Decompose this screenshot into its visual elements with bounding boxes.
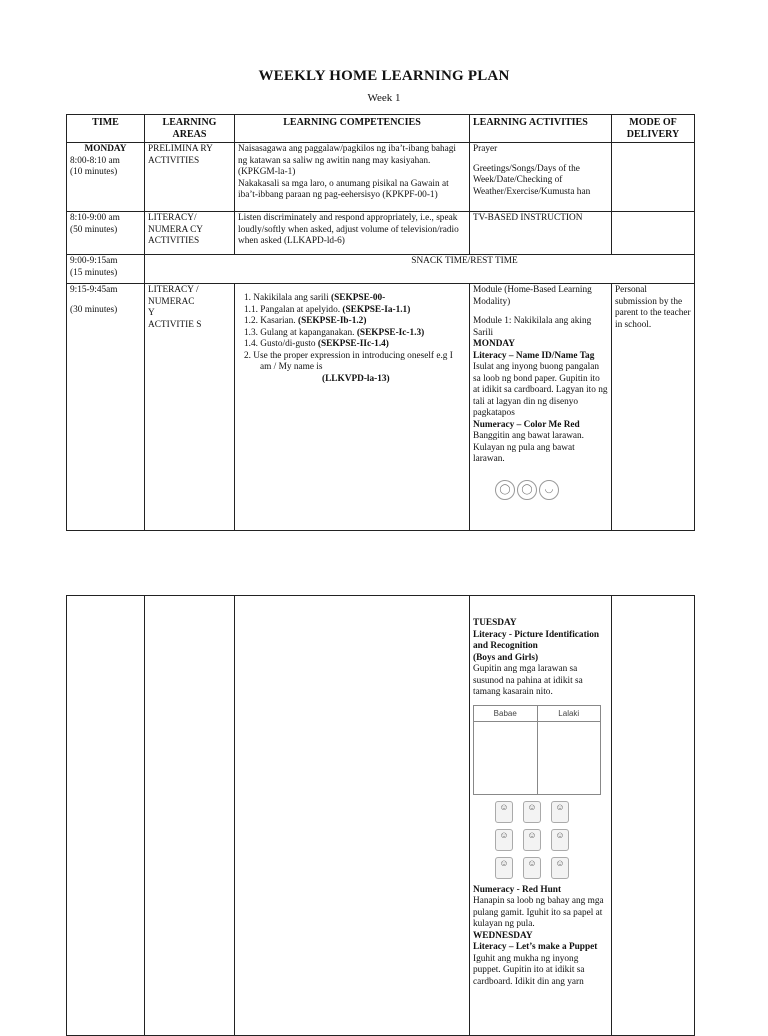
gender-sorting-chart: [473, 705, 601, 795]
activity-text: Module 1: Nakikilala ang aking Sarili: [473, 316, 592, 338]
area-cell: [145, 596, 235, 1036]
activity-subheading: (Boys and Girls): [473, 652, 539, 663]
day-label: MONDAY: [473, 339, 516, 349]
time-cell: [67, 284, 145, 531]
child-image: ☺: [523, 829, 541, 851]
table-row: [67, 596, 695, 1036]
day-label: MONDAY: [84, 144, 127, 154]
area-text: LITERACY / NUMERAC Y ACTIVITIE S: [148, 285, 202, 330]
activity-text: Banggitin ang bawat larawan. Kulayan ng pula ang bawat larawan.: [473, 431, 585, 464]
apple-image: ◯: [495, 480, 515, 500]
competency-cell: Listen discriminately and respond appropriately, i.e., speak loudly/softly when asked, adjust volume of television/radio when asked (LLKAPD-ld-6): [235, 212, 470, 255]
competency-cell: [235, 284, 470, 531]
time-cell: [67, 255, 145, 284]
child-image: ☺: [551, 857, 569, 879]
time-range: 9:15-9:45am: [70, 285, 118, 295]
duration: (50 minutes): [70, 224, 118, 235]
delivery-cell: [612, 596, 695, 1036]
table-row: [67, 284, 695, 531]
table-row: [67, 212, 695, 255]
list-item: 1.2. Kasarian. (SEKPSE-Ib-1.2): [244, 316, 367, 326]
child-image: ☺: [551, 801, 569, 823]
activity-text: Gupitin ang mga larawan sa susunod na pahina at idikit sa tamang kasarain nito.: [473, 664, 583, 697]
page-title: WEEKLY HOME LEARNING PLAN: [258, 68, 510, 84]
activity-text: Iguhit ang mukha ng inyong puppet. Gupitin ito at idikit sa cardboard. Idikit din ang yarn: [473, 953, 585, 987]
delivery-cell: [612, 284, 695, 531]
activity-cell: [470, 596, 612, 1036]
child-image: ☺: [523, 801, 541, 823]
list-item: 1. Nakikilala ang sarili (SEKPSE-00-: [244, 293, 386, 303]
header-time: TIME: [67, 115, 145, 143]
area-cell: LITERACY/ NUMERA CY ACTIVITIES: [145, 212, 235, 255]
snack-time-cell: [145, 255, 695, 284]
time-cell: [67, 596, 145, 1036]
activity-heading: Numeracy – Color Me Red: [473, 419, 580, 430]
activity-text: Module (Home-Based Learning Modality): [473, 285, 592, 307]
day-label: TUESDAY: [473, 618, 517, 628]
activity-heading: Literacy – Let’s make a Puppet: [473, 942, 598, 952]
time-cell: [67, 143, 145, 212]
sort-column-girl: Babae: [474, 706, 538, 794]
duration: (15 minutes): [70, 267, 118, 278]
activity-text: Isulat ang inyong buong pangalan sa loob ng bond paper. Gupitin ito at idikit sa cardboard. Lagyan ito ng tali at lagyan din ng disenyo pagkatapos: [473, 362, 608, 418]
plan-table-page2: [66, 595, 695, 1036]
list-item: 1.1. Pangalan at apelyido. (SEKPSE-Ia-1.1): [244, 304, 411, 315]
header-delivery: MODE OF DELIVERY: [612, 115, 695, 143]
delivery-text: Personal submission by the parent to the teacher in school.: [615, 285, 691, 330]
time-range: 8:00-8:10 am: [70, 155, 120, 166]
activity-heading: Literacy – Name ID/Name Tag: [473, 350, 595, 361]
children-pictures: [495, 801, 585, 879]
area-cell: [145, 284, 235, 531]
delivery-cell: [612, 143, 695, 212]
list-item: (LLKVPD-la-13): [322, 373, 390, 384]
competency-text: Naisasagawa ang paggalaw/pagkilos ng iba’t-ibang bahagi ng katawan sa saliw ng awitin nang may kasiyahan. (KPKGM-la-1): [238, 144, 456, 177]
child-image: ☺: [495, 857, 513, 879]
header-row: [67, 115, 695, 143]
time-range: 8:10-9:00 am: [70, 213, 120, 223]
delivery-cell: [612, 212, 695, 255]
competency-list: [238, 293, 466, 385]
table-row: [67, 143, 695, 212]
child-image: ☺: [523, 857, 541, 879]
activity-heading: Literacy - Picture Identification and Recognition: [473, 629, 600, 651]
duration: (30 minutes): [70, 304, 118, 315]
activity-text: Prayer: [473, 144, 498, 154]
apple-image: ◯: [517, 480, 537, 500]
header-areas: LEARNING AREAS: [145, 115, 235, 143]
fruit-image: ◡: [539, 480, 559, 500]
time-cell: [67, 212, 145, 255]
snack-label: SNACK TIME/REST TIME: [411, 256, 518, 266]
competency-cell: [235, 143, 470, 212]
plan-table-page1: [66, 114, 695, 531]
competency-text: Nakakasali sa mga laro, o anumang pisikal na Gawain at iba’t-ibbang paraan ng pag-eehersisyo (KPKPF-00-1): [238, 178, 449, 200]
activity-cell: TV-BASED INSTRUCTION: [470, 212, 612, 255]
list-item: 1.3. Gulang at kapanganakan. (SEKPSE-Ic-1.3): [244, 327, 425, 338]
activity-cell: [470, 143, 612, 212]
week-label: Week 1: [367, 92, 401, 104]
child-image: ☺: [551, 829, 569, 851]
child-image: ☺: [495, 801, 513, 823]
header-competencies: LEARNING COMPETENCIES: [235, 115, 470, 143]
table-row: [67, 255, 695, 284]
activity-cell: [470, 284, 612, 531]
duration: (10 minutes): [70, 167, 118, 177]
day-label: WEDNESDAY: [473, 930, 533, 941]
time-range: 9:00-9:15am: [70, 256, 118, 266]
list-item: 2. Use the proper expression in introducing oneself e.g I am / My name is: [244, 350, 453, 372]
activity-text: Greetings/Songs/Days of the Week/Date/Checking of Weather/Exercise/Kumusta han: [473, 163, 591, 197]
sort-column-boy: Lalaki: [538, 706, 601, 794]
activity-text: Hanapin sa loob ng bahay ang mga pulang gamit. Iguhit ito sa papel at kulayan ng pula.: [473, 896, 604, 929]
activity-heading: Numeracy - Red Hunt: [473, 884, 562, 895]
competency-cell: [235, 596, 470, 1036]
fruit-images: [495, 480, 608, 500]
area-cell: PRELIMINA RY ACTIVITIES: [145, 143, 235, 212]
child-image: ☺: [495, 829, 513, 851]
list-item: 1.4. Gusto/di-gusto (SEKPSE-IIc-1.4): [244, 339, 389, 349]
header-activities: LEARNING ACTIVITIES: [470, 115, 612, 143]
